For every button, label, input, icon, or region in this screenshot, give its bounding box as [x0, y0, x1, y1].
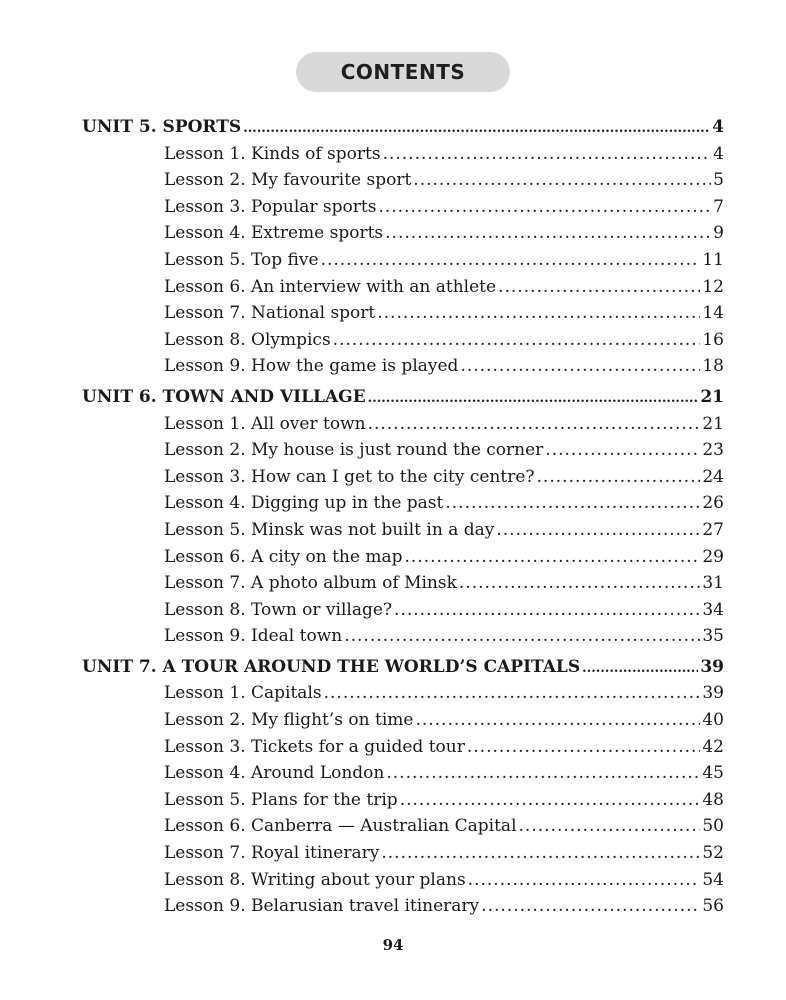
- lesson-page: 21: [702, 413, 724, 434]
- dot-leader: [381, 840, 700, 867]
- lesson-title: Lesson 7. National sport: [164, 303, 376, 324]
- lesson-page: 42: [702, 736, 724, 757]
- toc-lesson-row[interactable]: [0, 840, 724, 867]
- dot-leader: [400, 787, 701, 814]
- lesson-page: 40: [702, 710, 724, 731]
- dot-leader: [415, 707, 700, 734]
- lesson-page: 29: [702, 546, 724, 567]
- toc-lesson-row[interactable]: [0, 353, 724, 380]
- lesson-title: Lesson 2. My favourite sport: [164, 170, 412, 191]
- lesson-title: Lesson 1. Kinds of sports: [164, 143, 381, 164]
- toc-lesson-row[interactable]: [0, 490, 724, 517]
- unit-block: [0, 114, 786, 380]
- toc-lesson-row[interactable]: [0, 300, 724, 327]
- lesson-title: Lesson 5. Plans for the trip: [164, 789, 398, 810]
- toc-lesson-row[interactable]: [0, 787, 724, 814]
- unit-title: UNIT 5. SPORTS: [82, 117, 242, 137]
- lesson-title: Lesson 5. Top five: [164, 249, 319, 270]
- lesson-page: 54: [702, 869, 724, 890]
- lesson-page: 27: [702, 519, 724, 540]
- toc-lesson-row[interactable]: [0, 247, 724, 274]
- dot-leader: [333, 327, 701, 354]
- dot-leader: [386, 760, 700, 787]
- lesson-page: 24: [702, 466, 724, 487]
- toc-unit-heading[interactable]: [0, 114, 724, 141]
- toc-lesson-row[interactable]: [0, 734, 724, 761]
- toc-lesson-row[interactable]: [0, 517, 724, 544]
- dot-leader: [404, 544, 700, 571]
- lesson-title: Lesson 8. Olympics: [164, 329, 331, 350]
- dot-leader: [545, 437, 700, 464]
- dot-leader: [498, 274, 700, 301]
- toc-lesson-row[interactable]: [0, 707, 724, 734]
- dot-leader: [481, 893, 700, 920]
- toc-lesson-row[interactable]: [0, 623, 724, 650]
- dot-leader: [378, 194, 711, 221]
- lesson-page: 5: [713, 170, 724, 191]
- dot-leader: [394, 597, 700, 624]
- lesson-page: 35: [702, 626, 724, 647]
- lesson-title: Lesson 5. Minsk was not built in a day: [164, 519, 495, 540]
- dot-leader: [537, 464, 701, 491]
- dot-leader: [582, 656, 698, 683]
- dot-leader: [324, 680, 701, 707]
- lesson-title: Lesson 8. Writing about your plans: [164, 869, 466, 890]
- toc-unit-heading[interactable]: [0, 654, 724, 681]
- lesson-page: 31: [702, 573, 724, 594]
- lesson-page: 45: [702, 763, 724, 784]
- lesson-page: 12: [702, 276, 724, 297]
- lesson-title: Lesson 9. Belarusian travel itinerary: [164, 896, 480, 917]
- lesson-page: 39: [702, 683, 724, 704]
- toc-unit-heading[interactable]: [0, 384, 724, 411]
- toc-lesson-row[interactable]: [0, 194, 724, 221]
- lesson-title: Lesson 3. Popular sports: [164, 196, 377, 217]
- dot-leader: [459, 570, 700, 597]
- table-of-contents: [0, 114, 786, 924]
- lesson-title: Lesson 3. How can I get to the city centre?: [164, 466, 535, 487]
- lesson-title: Lesson 3. Tickets for a guided tour: [164, 736, 465, 757]
- contents-title-pill: [296, 52, 510, 92]
- lesson-title: Lesson 4. Extreme sports: [164, 223, 384, 244]
- toc-lesson-row[interactable]: [0, 680, 724, 707]
- lesson-title: Lesson 2. My flight’s on time: [164, 710, 414, 731]
- dot-leader: [383, 141, 712, 168]
- lesson-page: 48: [702, 789, 724, 810]
- lesson-page: 52: [702, 843, 724, 864]
- dot-leader: [377, 300, 700, 327]
- dot-leader: [467, 734, 700, 761]
- toc-lesson-row[interactable]: [0, 813, 724, 840]
- dot-leader: [468, 867, 701, 894]
- dot-leader: [460, 353, 700, 380]
- toc-lesson-row[interactable]: [0, 141, 724, 168]
- toc-lesson-row[interactable]: [0, 544, 724, 571]
- lesson-title: Lesson 1. Capitals: [164, 683, 322, 704]
- lesson-page: 16: [702, 329, 724, 350]
- dot-leader: [496, 517, 700, 544]
- toc-lesson-row[interactable]: [0, 274, 724, 301]
- lesson-page: 56: [702, 896, 724, 917]
- unit-title: UNIT 7. A TOUR AROUND THE WORLD’S CAPITALS: [82, 656, 581, 677]
- lesson-title: Lesson 6. A city on the map: [164, 546, 403, 567]
- lesson-page: 50: [702, 816, 724, 837]
- unit-page: 21: [700, 386, 724, 407]
- lesson-page: 7: [713, 196, 724, 217]
- lesson-title: Lesson 9. How the game is played: [164, 356, 459, 377]
- page-number: 94: [382, 936, 404, 954]
- page-title: CONTENTS: [340, 60, 466, 84]
- toc-lesson-row[interactable]: [0, 760, 724, 787]
- lesson-page: 4: [713, 143, 724, 164]
- dot-leader: [321, 247, 701, 274]
- lesson-page: 18: [702, 356, 724, 377]
- unit-block: [0, 384, 786, 650]
- dot-leader: [519, 813, 701, 840]
- lesson-title: Lesson 9. Ideal town: [164, 626, 343, 647]
- toc-lesson-row[interactable]: [0, 597, 724, 624]
- unit-page: 4: [712, 117, 724, 137]
- dot-leader: [368, 411, 701, 438]
- lesson-title: Lesson 4. Digging up in the past: [164, 493, 444, 514]
- lesson-title: Lesson 7. Royal itinerary: [164, 843, 380, 864]
- lesson-title: Lesson 1. All over town: [164, 413, 366, 434]
- toc-lesson-row[interactable]: [0, 867, 724, 894]
- toc-lesson-row[interactable]: [0, 893, 724, 920]
- unit-title: UNIT 6. TOWN AND VILLAGE: [82, 386, 366, 407]
- dot-leader: [243, 116, 710, 143]
- lesson-page: 23: [702, 440, 724, 461]
- dot-leader: [413, 167, 711, 194]
- toc-lesson-row[interactable]: [0, 220, 724, 247]
- toc-lesson-row[interactable]: [0, 167, 724, 194]
- lesson-page: 26: [702, 493, 724, 514]
- lesson-title: Lesson 7. A photo album of Minsk: [164, 573, 457, 594]
- lesson-title: Lesson 6. Canberra — Australian Capital: [164, 816, 517, 837]
- dot-leader: [368, 386, 699, 413]
- lesson-title: Lesson 4. Around London: [164, 763, 385, 784]
- toc-lesson-row[interactable]: [0, 327, 724, 354]
- lesson-page: 34: [702, 599, 724, 620]
- lesson-title: Lesson 6. An interview with an athlete: [164, 276, 497, 297]
- dot-leader: [385, 220, 711, 247]
- lesson-title: Lesson 2. My house is just round the corner: [164, 440, 544, 461]
- unit-block: [0, 654, 786, 920]
- toc-lesson-row[interactable]: [0, 411, 724, 438]
- lesson-page: 14: [702, 303, 724, 324]
- dot-leader: [445, 490, 700, 517]
- lesson-title: Lesson 8. Town or village?: [164, 599, 393, 620]
- lesson-page: 9: [713, 223, 724, 244]
- toc-lesson-row[interactable]: [0, 464, 724, 491]
- toc-lesson-row[interactable]: [0, 437, 724, 464]
- dot-leader: [344, 623, 700, 650]
- toc-lesson-row[interactable]: [0, 570, 724, 597]
- unit-page: 39: [700, 656, 724, 677]
- lesson-page: 11: [702, 249, 724, 270]
